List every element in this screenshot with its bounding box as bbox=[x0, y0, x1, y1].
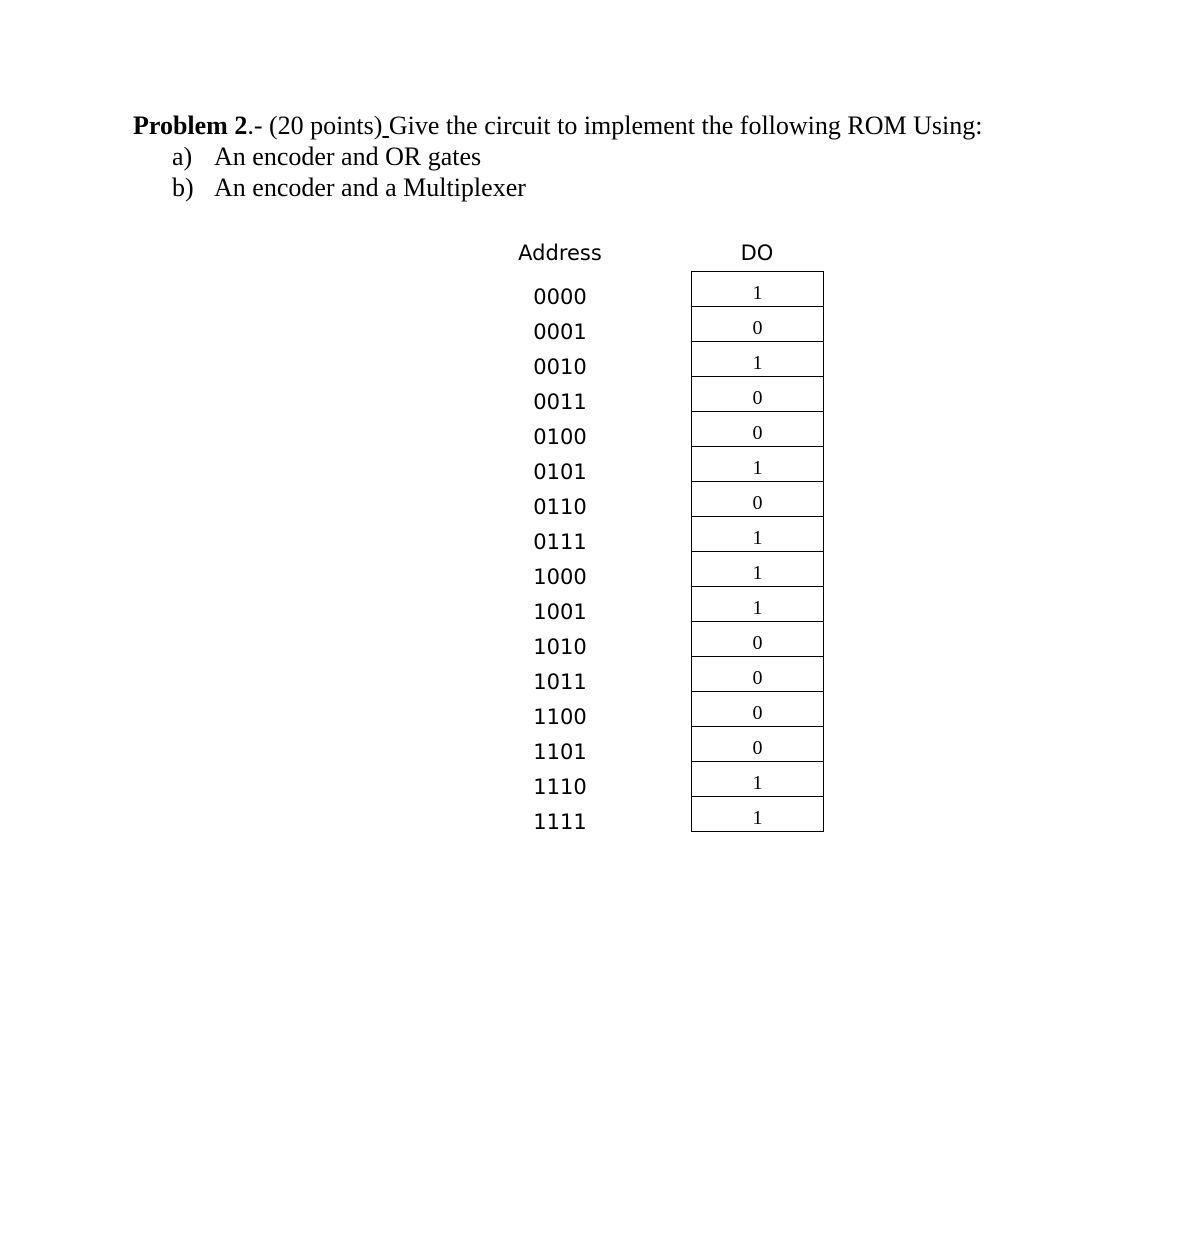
do-cell bbox=[692, 447, 823, 482]
problem-heading bbox=[133, 110, 982, 141]
address-column-header: Address bbox=[518, 241, 602, 265]
do-value: 0 bbox=[752, 737, 763, 759]
address-cell: 0000 bbox=[533, 285, 587, 309]
address-cell: 0001 bbox=[533, 320, 587, 344]
address-cell: 1110 bbox=[533, 775, 587, 799]
address-cell: 1010 bbox=[533, 635, 587, 659]
part-a-text: An encoder and OR gates bbox=[214, 142, 482, 171]
address-cell: 1001 bbox=[533, 600, 587, 624]
address-cell: 1000 bbox=[533, 565, 587, 589]
address-cell: 1101 bbox=[533, 740, 587, 764]
do-column-header: DO bbox=[740, 241, 774, 265]
address-cell: 0010 bbox=[533, 355, 587, 379]
part-b-marker: b) bbox=[172, 173, 194, 202]
problem-part-a bbox=[133, 141, 982, 172]
do-value: 1 bbox=[752, 597, 763, 619]
address-cell: 0011 bbox=[533, 390, 587, 414]
address-cell: 1100 bbox=[533, 705, 587, 729]
do-cell bbox=[692, 692, 823, 727]
do-cell bbox=[692, 412, 823, 447]
do-value: 0 bbox=[752, 632, 763, 654]
do-value: 1 bbox=[752, 527, 763, 549]
do-cell bbox=[692, 482, 823, 517]
do-cell bbox=[692, 587, 823, 622]
part-b-text: An encoder and a Multiplexer bbox=[214, 173, 526, 202]
do-value: 0 bbox=[752, 702, 763, 724]
do-cell bbox=[692, 377, 823, 412]
do-value: 1 bbox=[752, 562, 763, 584]
do-cell bbox=[692, 552, 823, 587]
do-value: 0 bbox=[752, 317, 763, 339]
do-value: 1 bbox=[752, 457, 763, 479]
address-column bbox=[480, 280, 640, 840]
do-cell bbox=[692, 727, 823, 762]
address-cell: 0111 bbox=[533, 530, 587, 554]
problem-part-b bbox=[133, 172, 982, 203]
address-cell: 1111 bbox=[533, 810, 587, 834]
do-cell bbox=[692, 657, 823, 692]
do-value: 1 bbox=[752, 772, 763, 794]
problem-parts-list bbox=[133, 141, 982, 203]
problem-statement bbox=[133, 110, 982, 203]
do-cell bbox=[692, 272, 823, 307]
part-a-marker: a) bbox=[172, 142, 193, 171]
do-column-table bbox=[691, 271, 824, 832]
do-cell bbox=[692, 797, 823, 832]
do-value: 0 bbox=[752, 422, 763, 444]
problem-label: Problem 2 bbox=[133, 111, 248, 140]
do-value: 1 bbox=[752, 352, 763, 374]
do-value: 1 bbox=[752, 282, 763, 304]
do-cell bbox=[692, 517, 823, 552]
do-cell bbox=[692, 307, 823, 342]
do-value: 0 bbox=[752, 387, 763, 409]
do-value: 0 bbox=[752, 492, 763, 514]
problem-points: .- (20 points) bbox=[247, 111, 383, 140]
do-value: 0 bbox=[752, 667, 763, 689]
address-cell: 0100 bbox=[533, 425, 587, 449]
do-cell bbox=[692, 762, 823, 797]
do-value: 1 bbox=[752, 807, 763, 829]
address-cell: 0110 bbox=[533, 495, 587, 519]
do-cell bbox=[692, 622, 823, 657]
problem-instruction: Give the circuit to implement the following ROM Using: bbox=[388, 111, 983, 140]
do-cell bbox=[692, 342, 823, 377]
address-cell: 1011 bbox=[533, 670, 587, 694]
address-cell: 0101 bbox=[533, 460, 587, 484]
